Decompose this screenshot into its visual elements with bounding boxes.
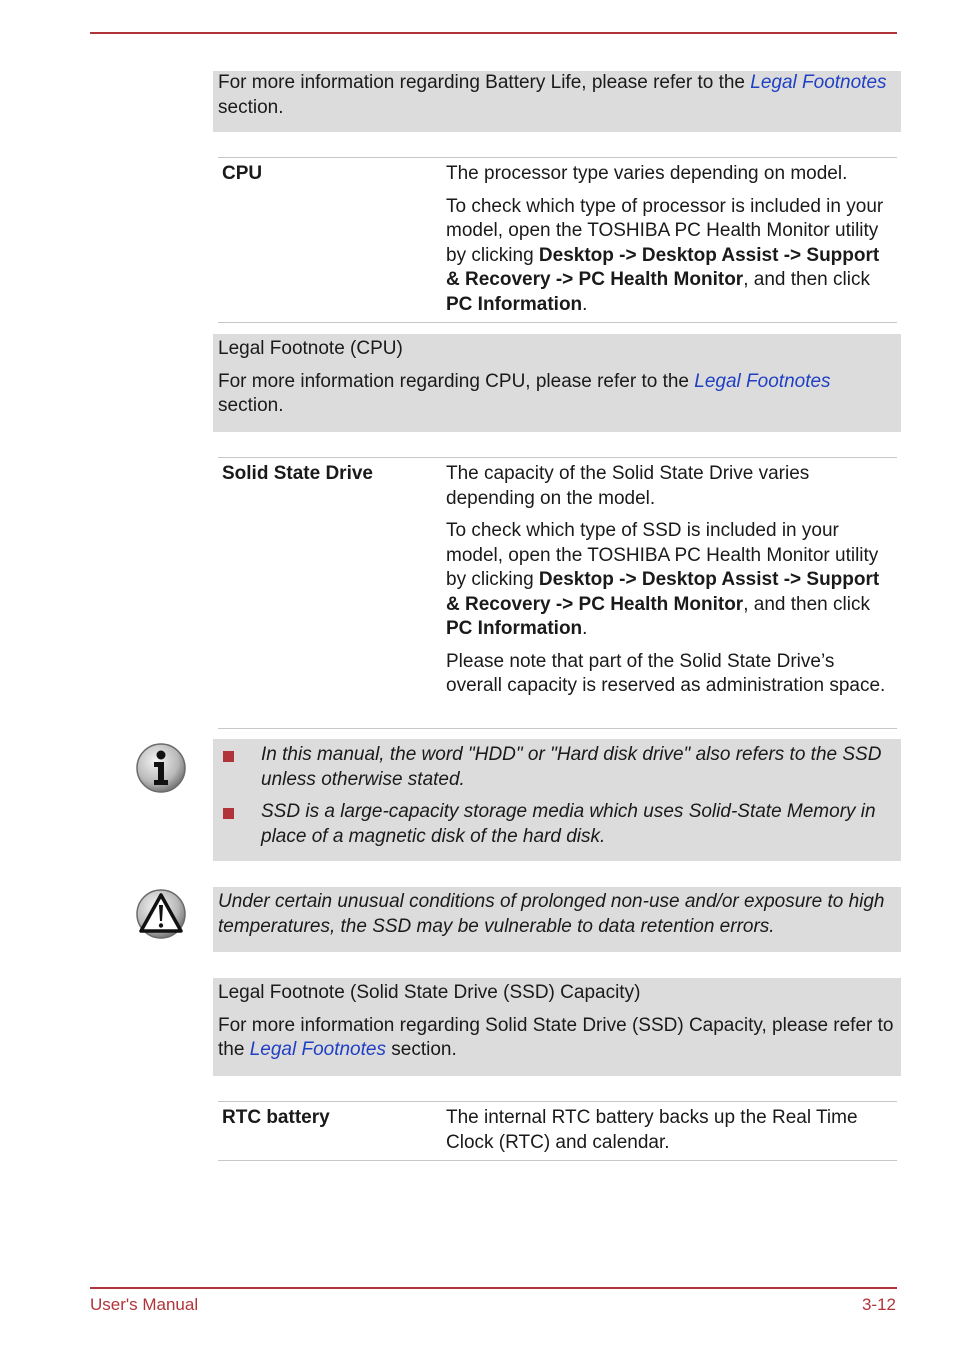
note-text: For more information regarding Solid State Drive (SSD) Capacity, please refer to the Legal Footnotes section. bbox=[218, 1014, 894, 1060]
bullet-square bbox=[223, 808, 234, 819]
note-heading: Legal Footnote (CPU) bbox=[218, 338, 403, 359]
spec-text: The capacity of the Solid State Drive varies depending on the model. bbox=[446, 463, 810, 509]
spec-row-rtc bbox=[218, 1101, 897, 1161]
spec-text: To check which type of SSD is included in your model, open the TOSHIBA PC Health Monitor utility by clicking Desktop -> Desktop Assist -> Support & Recovery -> PC Health Monitor, and then click PC Information. bbox=[446, 520, 880, 639]
spec-description bbox=[446, 458, 897, 703]
battery-note bbox=[213, 71, 901, 132]
list-item: In this manual, the word "HDD" or "Hard disk drive" also refers to the SSD unless otherwise stated. bbox=[218, 743, 895, 792]
legal-footnotes-link[interactable]: Legal Footnotes bbox=[750, 72, 887, 93]
spec-text: To check which type of processor is included in your model, open the TOSHIBA PC Health Monitor utility by clicking Desktop -> Desktop Assist -> Support & Recovery -> PC Health Monitor, and then click PC Information. bbox=[446, 195, 884, 315]
info-note bbox=[213, 739, 901, 861]
legal-footnotes-link[interactable]: Legal Footnotes bbox=[249, 1039, 386, 1060]
spec-text: The internal RTC battery backs up the Real Time Clock (RTC) and calendar. bbox=[446, 1107, 858, 1153]
note-heading: Legal Footnote (Solid State Drive (SSD) Capacity) bbox=[218, 982, 641, 1003]
info-bullet-list bbox=[218, 743, 895, 849]
spec-description bbox=[446, 158, 897, 321]
spec-term: RTC battery bbox=[222, 1107, 330, 1128]
battery-note-text: For more information regarding Battery Life, please refer to the Legal Footnotes section. bbox=[218, 72, 887, 118]
spec-row-cpu bbox=[218, 157, 897, 323]
footer-rule bbox=[90, 1287, 897, 1289]
spec-text: The processor type varies depending on model. bbox=[446, 163, 848, 184]
list-item: SSD is a large-capacity storage media which uses Solid-State Memory in place of a magnetic disk of the hard disk. bbox=[218, 800, 895, 849]
footer-manual-title: User's Manual bbox=[90, 1295, 199, 1314]
legal-footnotes-link[interactable]: Legal Footnotes bbox=[694, 370, 831, 392]
info-icon bbox=[135, 742, 187, 802]
header-rule bbox=[90, 32, 897, 34]
page-number: 3-12 bbox=[861, 1295, 896, 1314]
spec-term: Solid State Drive bbox=[222, 463, 373, 484]
ssd-legal-note bbox=[213, 978, 901, 1076]
warning-text: Under certain unusual conditions of prolonged non-use and/or exposure to high temperatures, the SSD may be vulnerable to data retention errors. bbox=[218, 891, 885, 937]
spec-description bbox=[446, 1102, 897, 1159]
warning-note bbox=[213, 887, 901, 952]
cpu-legal-note bbox=[213, 334, 901, 432]
spec-term: CPU bbox=[222, 163, 263, 184]
bullet-square bbox=[223, 751, 234, 762]
note-text: For more information regarding CPU, please refer to the Legal Footnotes section. bbox=[218, 370, 831, 416]
spec-row-ssd bbox=[218, 457, 897, 729]
warning-icon bbox=[135, 888, 187, 948]
spec-text: Please note that part of the Solid State Drive’s overall capacity is reserved as administration space. bbox=[446, 650, 886, 696]
